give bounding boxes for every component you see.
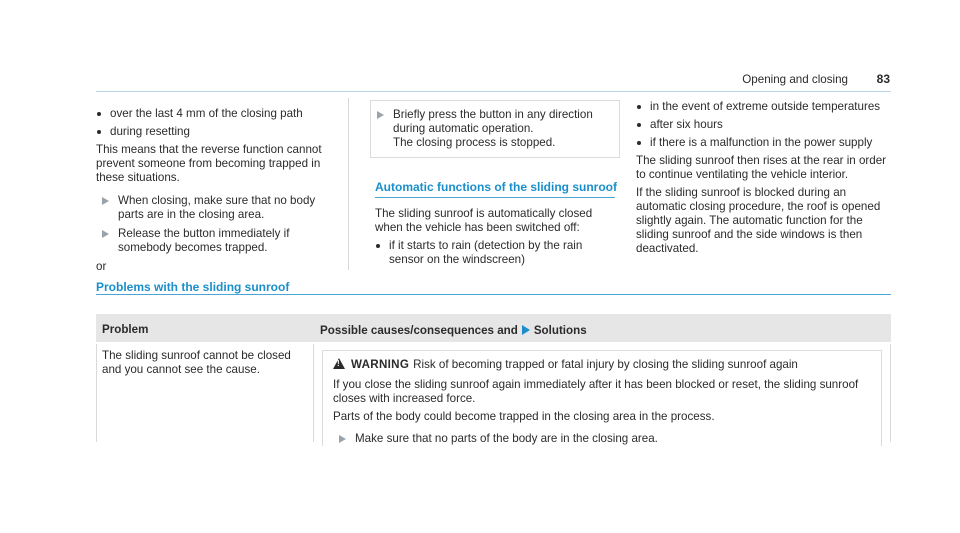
column-2 (365, 100, 620, 271)
causes-label: Possible causes/consequences and (320, 324, 518, 337)
section-title: Automatic functions of the sliding sunroof (375, 180, 617, 194)
closing-exceptions-list (96, 107, 344, 139)
instruction-step (333, 432, 871, 446)
problems-section-title: Problems with the sliding sunroof (96, 280, 290, 294)
column-1 (96, 107, 344, 278)
table-column-divider (313, 344, 314, 442)
column-header-problem: Problem (102, 323, 149, 336)
problems-table-header (96, 314, 891, 342)
header-rule (96, 91, 891, 92)
instruction-note-box (370, 100, 620, 158)
list-item: over the last 4 mm of the closing path (96, 107, 344, 121)
list-item: if there is a malfunction in the power supply (636, 136, 895, 150)
step-text: When closing, make sure that no body parts are in the closing area. (118, 194, 316, 221)
list-item: after six hours (636, 118, 895, 132)
automatic-functions-section (365, 180, 620, 267)
step-text: Briefly press the button in any direction during automatic operation. (393, 108, 593, 135)
page-number: 83 (876, 72, 890, 86)
problems-title-rule (96, 294, 891, 295)
warning-text: Risk of becoming trapped or fatal injury by closing the sliding sunroof again (413, 358, 798, 371)
automatic-close-conditions-list (636, 100, 895, 150)
instruction-step (96, 227, 344, 255)
warning-triangle-icon (333, 358, 345, 369)
warning-detail: Parts of the body could become trapped in the closing area in the process. (333, 410, 715, 423)
step-arrow-icon (102, 230, 109, 238)
solutions-label: Solutions (533, 324, 587, 337)
instruction-step (96, 194, 344, 222)
blocked-paragraph: If the sliding sunroof is blocked during an automatic closing procedure, the roof is opened slightly again. The automatic function for the sliding sunroof and the side windows is then deactivated. (636, 186, 881, 255)
step-arrow-icon (102, 197, 109, 205)
step-arrow-icon (339, 435, 346, 443)
instruction-step (371, 108, 611, 150)
step-arrow-icon (377, 111, 384, 119)
column-divider (348, 98, 349, 270)
automatic-close-list (375, 239, 620, 267)
step-text: Make sure that no parts of the body are in the closing area. (355, 432, 658, 445)
warning-heading (333, 358, 871, 372)
column-3 (620, 100, 895, 260)
running-header-title: Opening and closing (742, 73, 848, 86)
column-header-causes (320, 324, 587, 338)
list-item: if it starts to rain (detection by the rain sensor on the windscreen) (375, 239, 620, 267)
step-text: Release the button immediately if somebody becomes trapped. (118, 227, 290, 254)
section-title-rule (375, 197, 615, 198)
list-item: in the event of extreme outside temperatures (636, 100, 895, 114)
reverse-function-paragraph: This means that the reverse function cannot prevent someone from becoming trapped in these situations. (96, 143, 322, 184)
step-result-text: The closing process is stopped. (393, 136, 556, 149)
warning-detail: If you close the sliding sunroof again immediately after it has been blocked or reset, the sliding sunroof closes with increased force. (333, 378, 859, 405)
automatic-close-intro: The sliding sunroof is automatically closed when the vehicle has been switched off: (375, 207, 593, 234)
table-row-problem-cell: The sliding sunroof cannot be closed and you cannot see the cause. (102, 349, 291, 376)
warning-box (322, 350, 882, 446)
ventilation-paragraph: The sliding sunroof then rises at the rear in order to continue ventilating the vehicle interior. (636, 154, 887, 181)
or-label: or (96, 260, 107, 273)
warning-label: WARNING (351, 358, 410, 371)
solutions-arrow-icon (522, 325, 530, 335)
table-border-left (96, 344, 97, 442)
list-item: during resetting (96, 125, 344, 139)
table-border-right (890, 344, 891, 442)
